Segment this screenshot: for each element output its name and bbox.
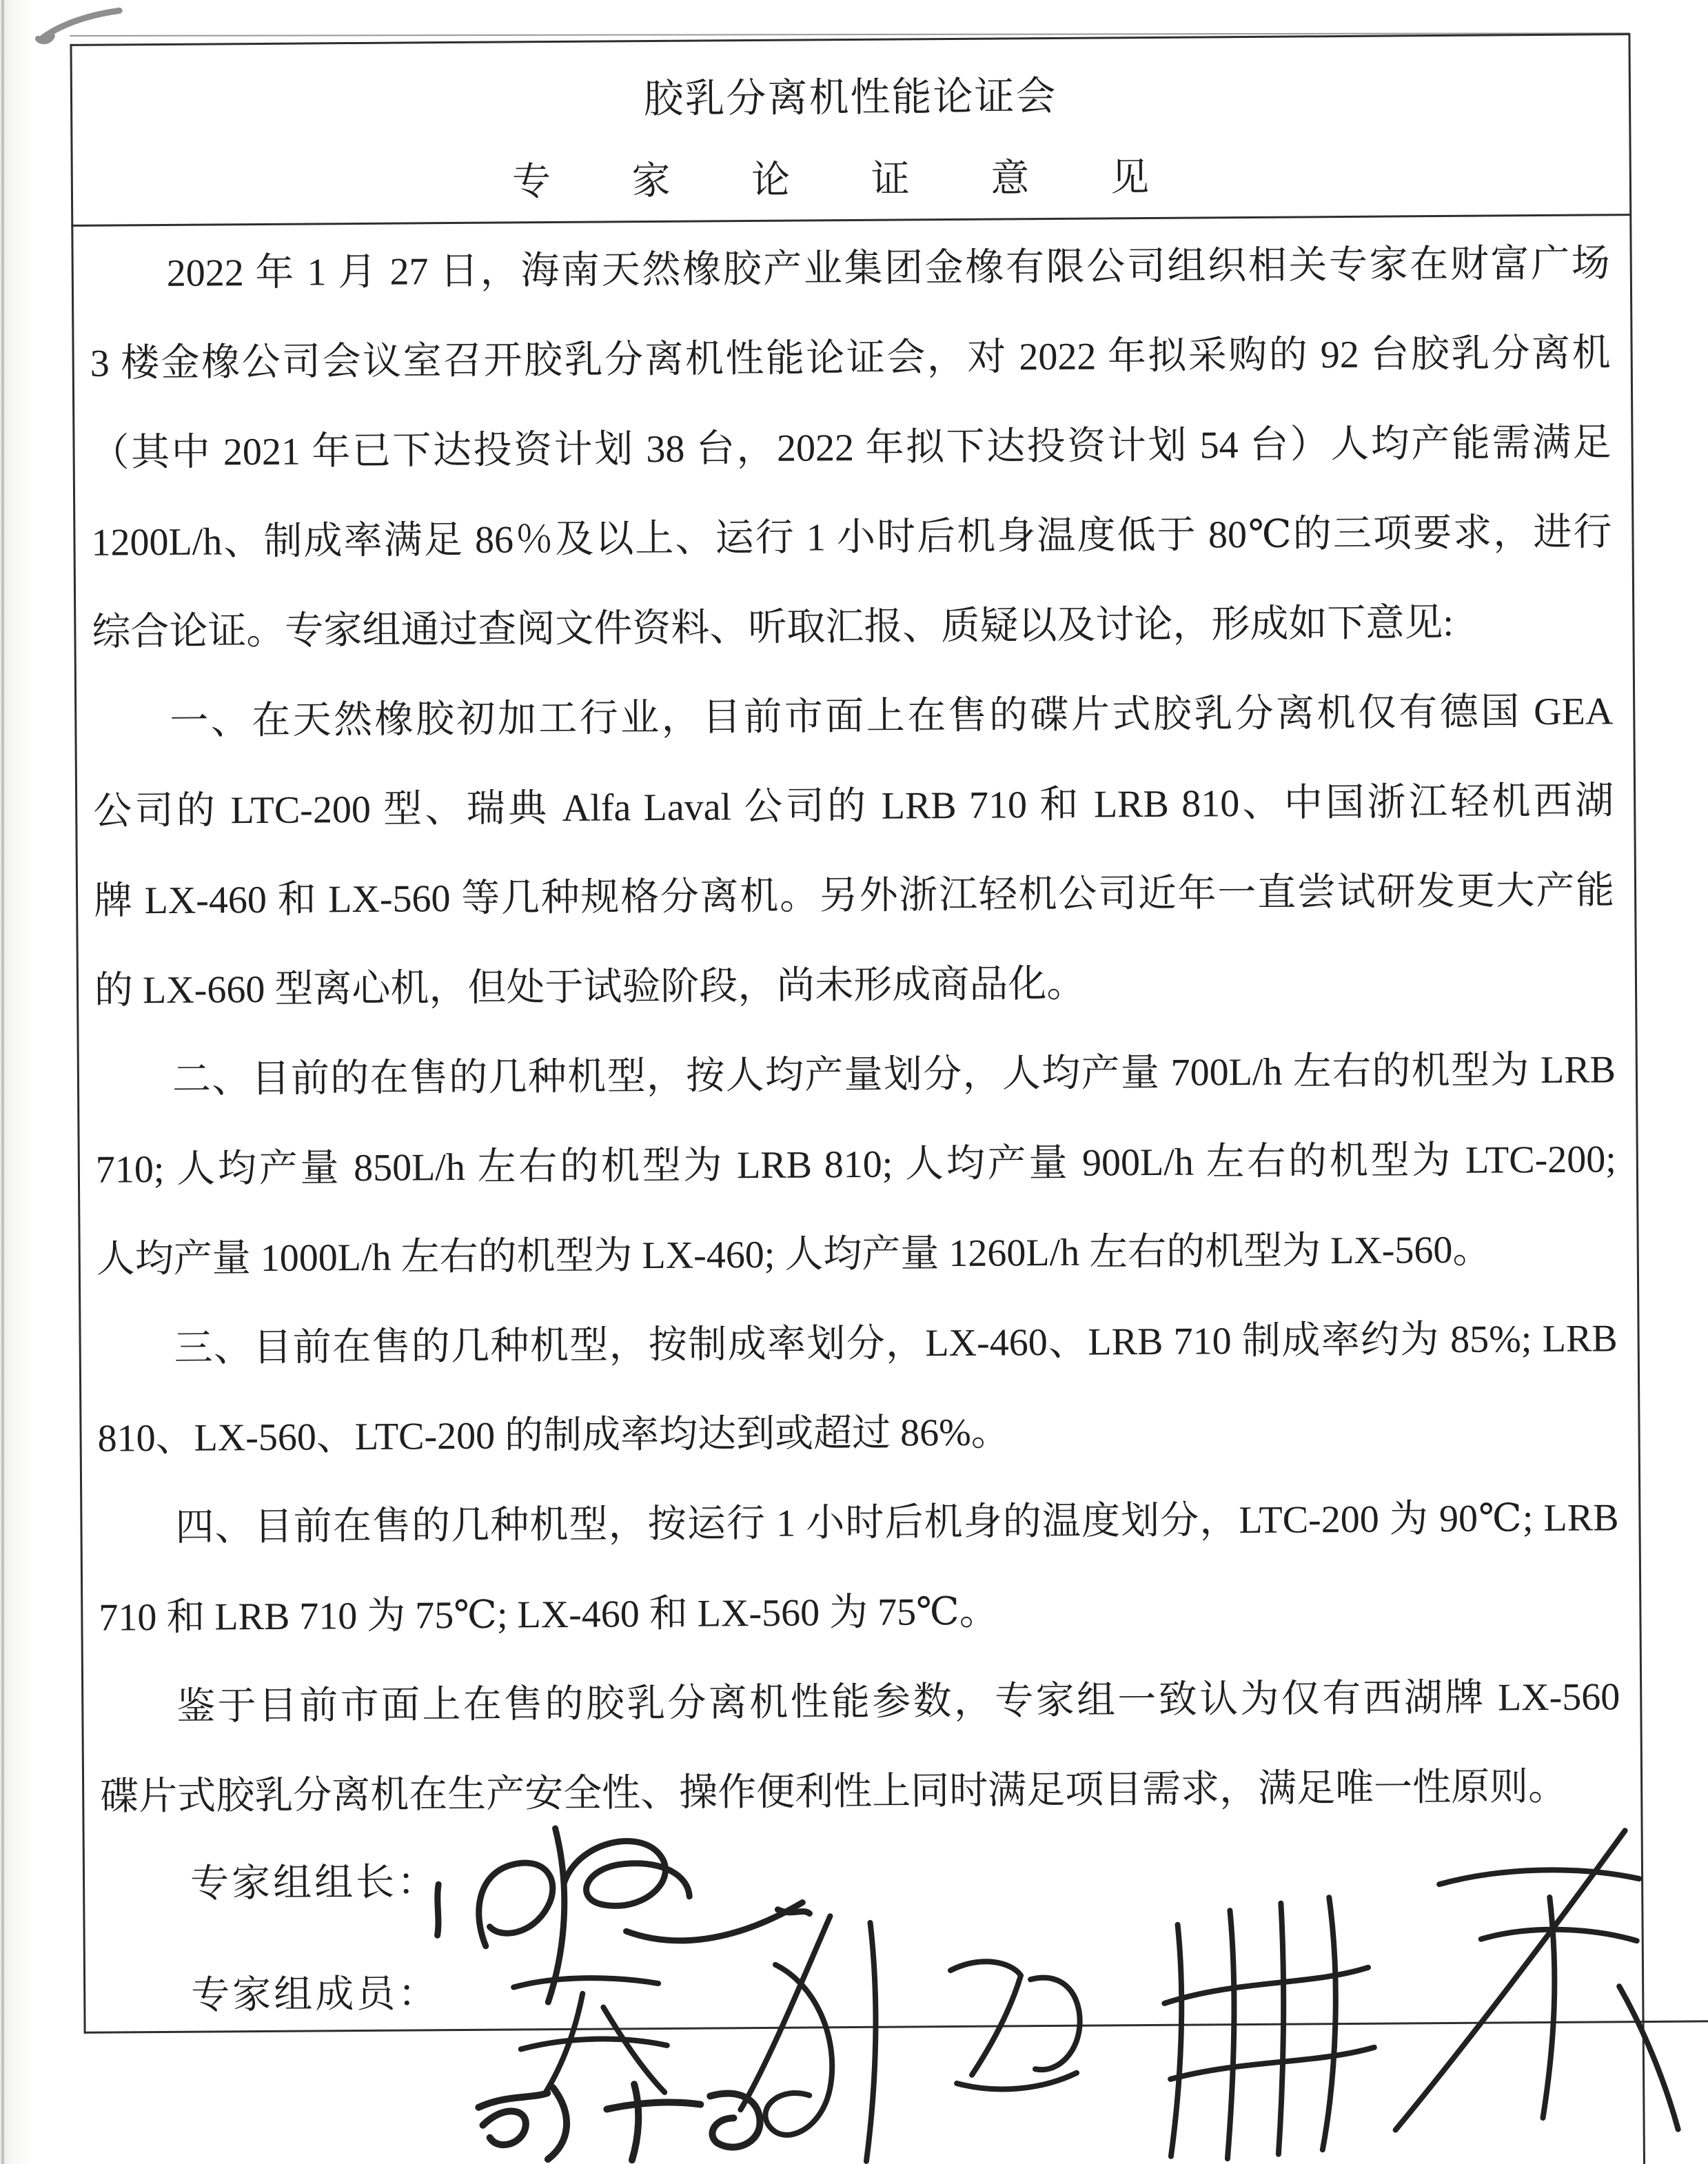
body-line: 810、LX-560、LTC-200 的制成率均达到或超过 86%。 [97,1411,1010,1460]
body-line: 一、在天然橡胶初加工行业，目前市面上在售的碟片式胶乳分离机仅有德国 GEA [170,690,1614,743]
body-line: 牌 LX-460 和 LX-560 等几种规格分离机。另外浙江轻机公司近年一直尝试研发更大产能 [93,869,1615,923]
body-line: 四、目前在售的几种机型，按运行 1 小时后机身的温度划分，LTC-200 为 90℃; LRB [175,1496,1619,1549]
body-line: 三、目前在售的几种机型，按制成率划分，LX-460、LRB 710 制成率约为 85%; LRB [174,1317,1618,1370]
body-line: 二、目前的在售的几种机型，按人均产量划分，人均产量 700L/h 左右的机型为 LRB [172,1048,1616,1101]
document-body [89,218,1620,1841]
body-line: 碟片式胶乳分离机在生产安全性、操作便利性上同时满足项目需求，满足唯一性原则。 [100,1765,1567,1819]
expert-group-members-label: 专家组成员： [191,1972,440,2017]
pen-mark-icon [34,6,123,43]
body-line: 的 LX-660 型离心机，但处于试验阶段，尚未形成商品化。 [94,962,1086,1012]
body-line: 2022 年 1 月 27 日，海南天然橡胶产业集团金橡有限公司组织相关专家在财富广场 [166,242,1610,295]
body-line: 鉴于目前市面上在售的胶乳分离机性能参数，专家组一致认为仅有西湖牌 LX-560 [176,1675,1620,1728]
body-line: 人均产量 1000L/h 左右的机型为 LX-460; 人均产量 1260L/h 左右的机型为 LX-560。 [96,1228,1492,1281]
signature-member-6 [462,2075,766,2163]
signature-member-4 [1133,1885,1383,2163]
expert-group-leader-label: 专家组组长： [190,1861,439,1906]
body-line: 3 楼金橡公司会议室召开胶乳分离机性能论证会，对 2022 年拟采购的 92 台胶乳分离机 [90,331,1611,385]
body-line: 1200L/h、制成率满足 86％及以上、运行 1 小时后机身温度低于 80℃的三项要求，进行 [91,511,1612,564]
document-border-left [70,44,85,2033]
signature-member-5 [1376,1814,1689,2140]
body-line: 综合论证。专家组通过查阅文件资料、听取汇报、质疑以及讨论，形成如下意见: [92,601,1454,654]
body-line: （其中 2021 年已下达投资计划 38 台，2022 年拟下达投资计划 54 台）人均产能需满足 [90,421,1612,475]
body-line: 公司的 LTC-200 型、瑞典 Alfa Laval 公司的 LRB 710 和 LRB 810、中国浙江轻机西湖 [93,779,1614,833]
signature-member-3 [927,1921,1094,2095]
body-line: 710; 人均产量 850L/h 左右的机型为 LRB 810; 人均产量 900L/h 左右的机型为 LTC-200; [95,1138,1617,1192]
document-title: 胶乳分离机性能论证会 [643,73,1057,122]
body-line: 710 和 LRB 710 为 75℃; LX-460 和 LX-560 为 75℃。 [99,1590,998,1640]
document-subtitle: 专家论证意见 [511,156,1230,204]
